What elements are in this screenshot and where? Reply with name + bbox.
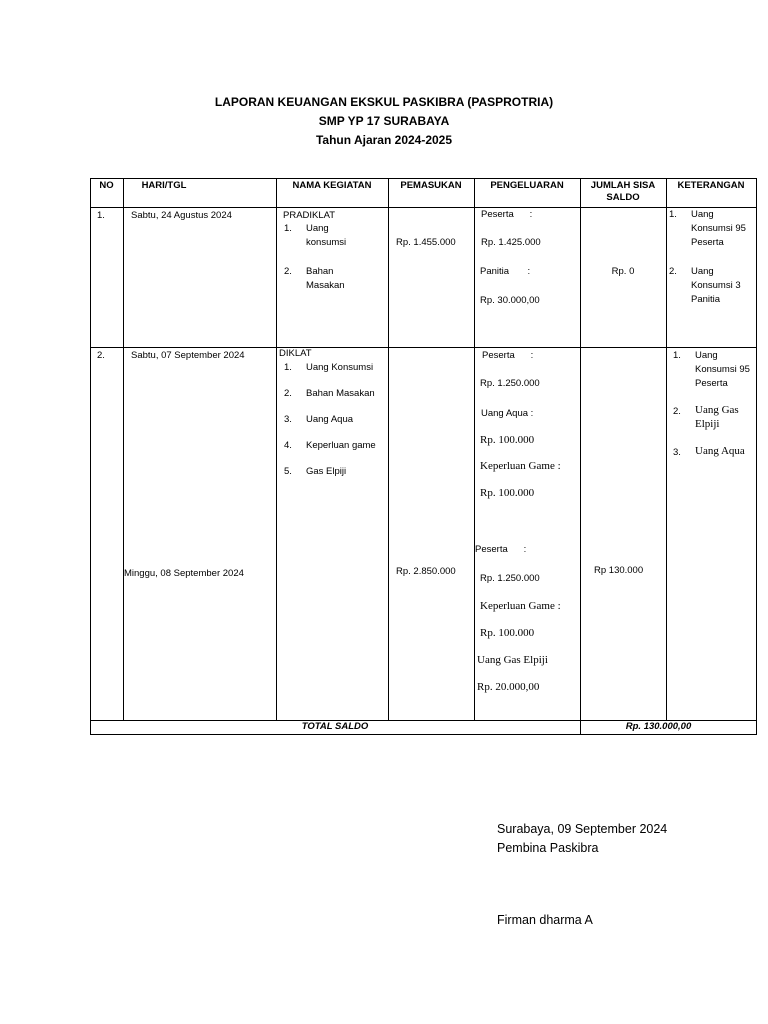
row2-note-1-line3: Peserta [695, 378, 728, 389]
row2-item-3: Uang Aqua [306, 414, 354, 425]
row1-expense-value-2: Rp. 30.000,00 [480, 295, 540, 306]
row1-item-2-line2: Masakan [306, 280, 345, 291]
row2-item-2-num: 2. [284, 388, 292, 399]
header-expenses: PENGELUARAN [490, 180, 564, 191]
row2-day2-expense-2: Rp. 1.250.000 [480, 573, 540, 584]
row1-balance: Rp. 0 [611, 266, 635, 277]
row2-item-4: Keperluan game [306, 440, 376, 451]
row2-day2-expense-4: Rp. 100.000 [480, 627, 535, 639]
header-balance [580, 180, 666, 204]
header-no: NO [99, 180, 114, 191]
header-balance-line1: JUMLAH SISA [590, 180, 656, 191]
row1-item-1-num: 1. [284, 223, 292, 234]
row1-date: Sabtu, 24 Agustus 2024 [131, 210, 232, 221]
row2-day1-expense-4: Rp. 100.000 [480, 434, 535, 446]
row1-note-1-num: 1. [669, 209, 677, 220]
row2-item-5: Gas Elpiji [306, 466, 347, 477]
row2-day2-expense-5: Uang Gas Elpiji [477, 654, 548, 666]
header-activity: NAMA KEGIATAN [292, 180, 372, 191]
row1-note-2-line3: Panitia [691, 294, 721, 305]
row2-income: Rp. 2.850.000 [396, 566, 456, 577]
row2-note-2-line2: Elpiji [695, 418, 720, 430]
row2-item-1: Uang Konsumsi [306, 362, 374, 373]
row2-date-1: Sabtu, 07 September 2024 [131, 350, 245, 361]
row2-no: 2. [97, 350, 105, 361]
header-date: HARI/TGL [141, 180, 187, 191]
row2-date-2: Minggu, 08 September 2024 [124, 568, 244, 579]
row2-item-1-num: 1. [284, 362, 292, 373]
signature-place-date: Surabaya, 09 September 2024 [497, 822, 668, 836]
row2-day2-expense-6: Rp. 20.000,00 [477, 681, 540, 693]
signature-role: Pembina Paskibra [497, 841, 599, 855]
row1-note-2-line2: Konsumsi 3 [691, 280, 741, 291]
row1-note-1-line1: Uang [691, 209, 714, 220]
row1-activity: PRADIKLAT [283, 210, 336, 221]
header-notes: KETERANGAN [677, 180, 745, 191]
row2-day1-expense-5: Keperluan Game : [480, 460, 561, 472]
row2-day1-expense-6: Rp. 100.000 [480, 487, 535, 499]
row2-item-2: Bahan Masakan [306, 388, 375, 399]
row1-item-2-line1: Bahan [306, 266, 334, 277]
school-name: SMP YP 17 SURABAYA [318, 114, 450, 128]
row2-note-2-num: 2. [673, 406, 681, 417]
row1-note-1-line3: Peserta [691, 237, 724, 248]
row2-day1-expense-2: Rp. 1.250.000 [480, 378, 540, 389]
row1-item-1-line2: konsumsi [306, 237, 347, 248]
row2-day2-expense-3: Keperluan Game : [480, 600, 561, 612]
row1-note-1-line2: Konsumsi 95 [691, 223, 746, 234]
header-income: PEMASUKAN [400, 180, 462, 191]
row2-item-3-num: 3. [284, 414, 292, 425]
row1-expense-label-2: Panitia : [480, 266, 531, 277]
row2-item-4-num: 4. [284, 440, 292, 451]
row2-day1-expense-3: Uang Aqua : [481, 408, 534, 419]
total-saldo-label: TOTAL SALDO [301, 721, 369, 732]
header-balance-line2: SALDO [606, 192, 640, 203]
row2-item-5-num: 5. [284, 466, 292, 477]
row2-note-1-num: 1. [673, 350, 681, 361]
total-saldo-value: Rp. 130.000,00 [625, 721, 692, 732]
row1-item-1-line1: Uang [306, 223, 329, 234]
row1-no: 1. [97, 210, 105, 221]
report-title: LAPORAN KEUANGAN EKSKUL PASKIBRA (PASPROTRIA) [214, 95, 554, 109]
row2-note-3-num: 3. [673, 447, 681, 458]
row1-item-2-num: 2. [284, 266, 292, 277]
row1-note-2-num: 2. [669, 266, 677, 277]
academic-year: Tahun Ajaran 2024-2025 [315, 133, 453, 147]
row2-note-1-line2: Konsumsi 95 [695, 364, 750, 375]
row2-note-3-line1: Uang Aqua [695, 445, 745, 457]
signature-name: Firman dharma A [497, 913, 593, 927]
row1-expense-label-1: Peserta : [481, 209, 533, 220]
row1-note-2-line1: Uang [691, 266, 714, 277]
row2-day2-expense-1: Peserta : [475, 544, 527, 555]
row2-note-1-line1: Uang [695, 350, 718, 361]
row2-day1-expense-1: Peserta : [482, 350, 534, 361]
row1-expense-value-1: Rp. 1.425.000 [481, 237, 541, 248]
row2-activity: DIKLAT [279, 348, 312, 359]
row1-income: Rp. 1.455.000 [396, 237, 456, 248]
row2-balance: Rp 130.000 [594, 565, 644, 576]
row2-note-2-line1: Uang Gas [695, 404, 739, 416]
